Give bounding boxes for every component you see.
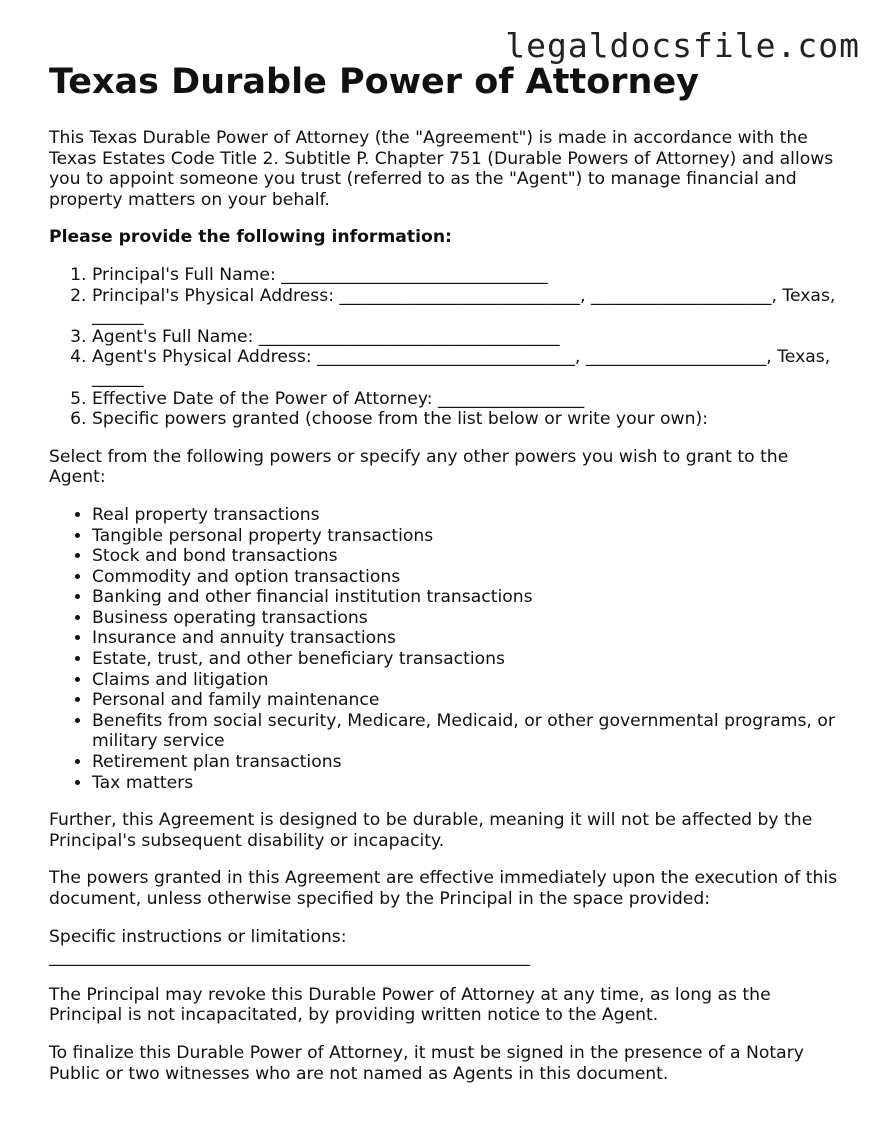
power-item: • Retirement plan transactions [92, 752, 849, 773]
document-body [49, 128, 849, 1101]
power-item: • Tax matters [92, 773, 849, 794]
power-item: • Real property transactions [92, 505, 849, 526]
power-item: • Benefits from social security, Medicare, Medicaid, or other governmental programs, or military service [92, 711, 849, 752]
instructions-block [49, 927, 849, 968]
document-title: Texas Durable Power of Attorney [49, 62, 699, 102]
powers-list [49, 505, 849, 793]
effective-paragraph: The powers granted in this Agreement are effective immediately upon the execution of this document, unless otherwise specified by the Principal in the space provided: [49, 868, 838, 909]
finalize-paragraph: To finalize this Durable Power of Attorney, it must be signed in the presence of a Notary Public or two witnesses who are not named as Agents in this document. [49, 1042, 804, 1084]
power-item: • Banking and other financial institution transactions [92, 587, 849, 608]
info-item-agent-name: 3. Agent's Full Name: ___________________________________ [92, 327, 849, 348]
power-item: • Insurance and annuity transactions [92, 628, 849, 649]
power-item: • Claims and litigation [92, 670, 849, 691]
revoke-paragraph: The Principal may revoke this Durable Power of Attorney at any time, as long as the Principal is not incapacitated, by providing written notice to the Agent. [49, 984, 771, 1026]
info-item-effective-date: 5. Effective Date of the Power of Attorney: _________________ [92, 389, 849, 410]
site-watermark: legaldocsfile.com [505, 26, 860, 65]
info-item-principal-name: 1. Principal's Full Name: _______________________________ [92, 265, 849, 286]
info-item-specific-powers: 6. Specific powers granted (choose from the list below or write your own): [92, 409, 849, 430]
power-item: • Business operating transactions [92, 608, 849, 629]
info-item-agent-address: 4. Agent's Physical Address: ______________________________, _____________________, Texas, ______ [92, 347, 849, 388]
info-list [49, 265, 849, 430]
power-item: • Stock and bond transactions [92, 546, 849, 567]
power-item: • Commodity and option transactions [92, 567, 849, 588]
power-item: • Estate, trust, and other beneficiary transactions [92, 649, 849, 670]
instructions-blank-line: ________________________________________________________ [49, 947, 531, 968]
intro-paragraph: This Texas Durable Power of Attorney (the "Agreement") is made in accordance with the Texas Estates Code Title 2. Subtitle P. Chapter 751 (Durable Powers of Attorney) and allows you to appoint someone you trust (referred to as the "Agent") to manage financial and property matters on your behalf. [49, 128, 834, 210]
info-prompt: Please provide the following information: [49, 227, 452, 248]
instructions-label: Specific instructions or limitations: [49, 926, 347, 947]
power-item: • Tangible personal property transactions [92, 526, 849, 547]
power-item: • Personal and family maintenance [92, 690, 849, 711]
powers-intro: Select from the following powers or specify any other powers you wish to grant to the Agent: [49, 446, 789, 488]
info-item-principal-address: 2. Principal's Physical Address: ____________________________, _____________________, Texas, ______ [92, 286, 849, 327]
durable-paragraph: Further, this Agreement is designed to be durable, meaning it will not be affected by the Principal's subsequent disability or incapacity. [49, 810, 813, 851]
